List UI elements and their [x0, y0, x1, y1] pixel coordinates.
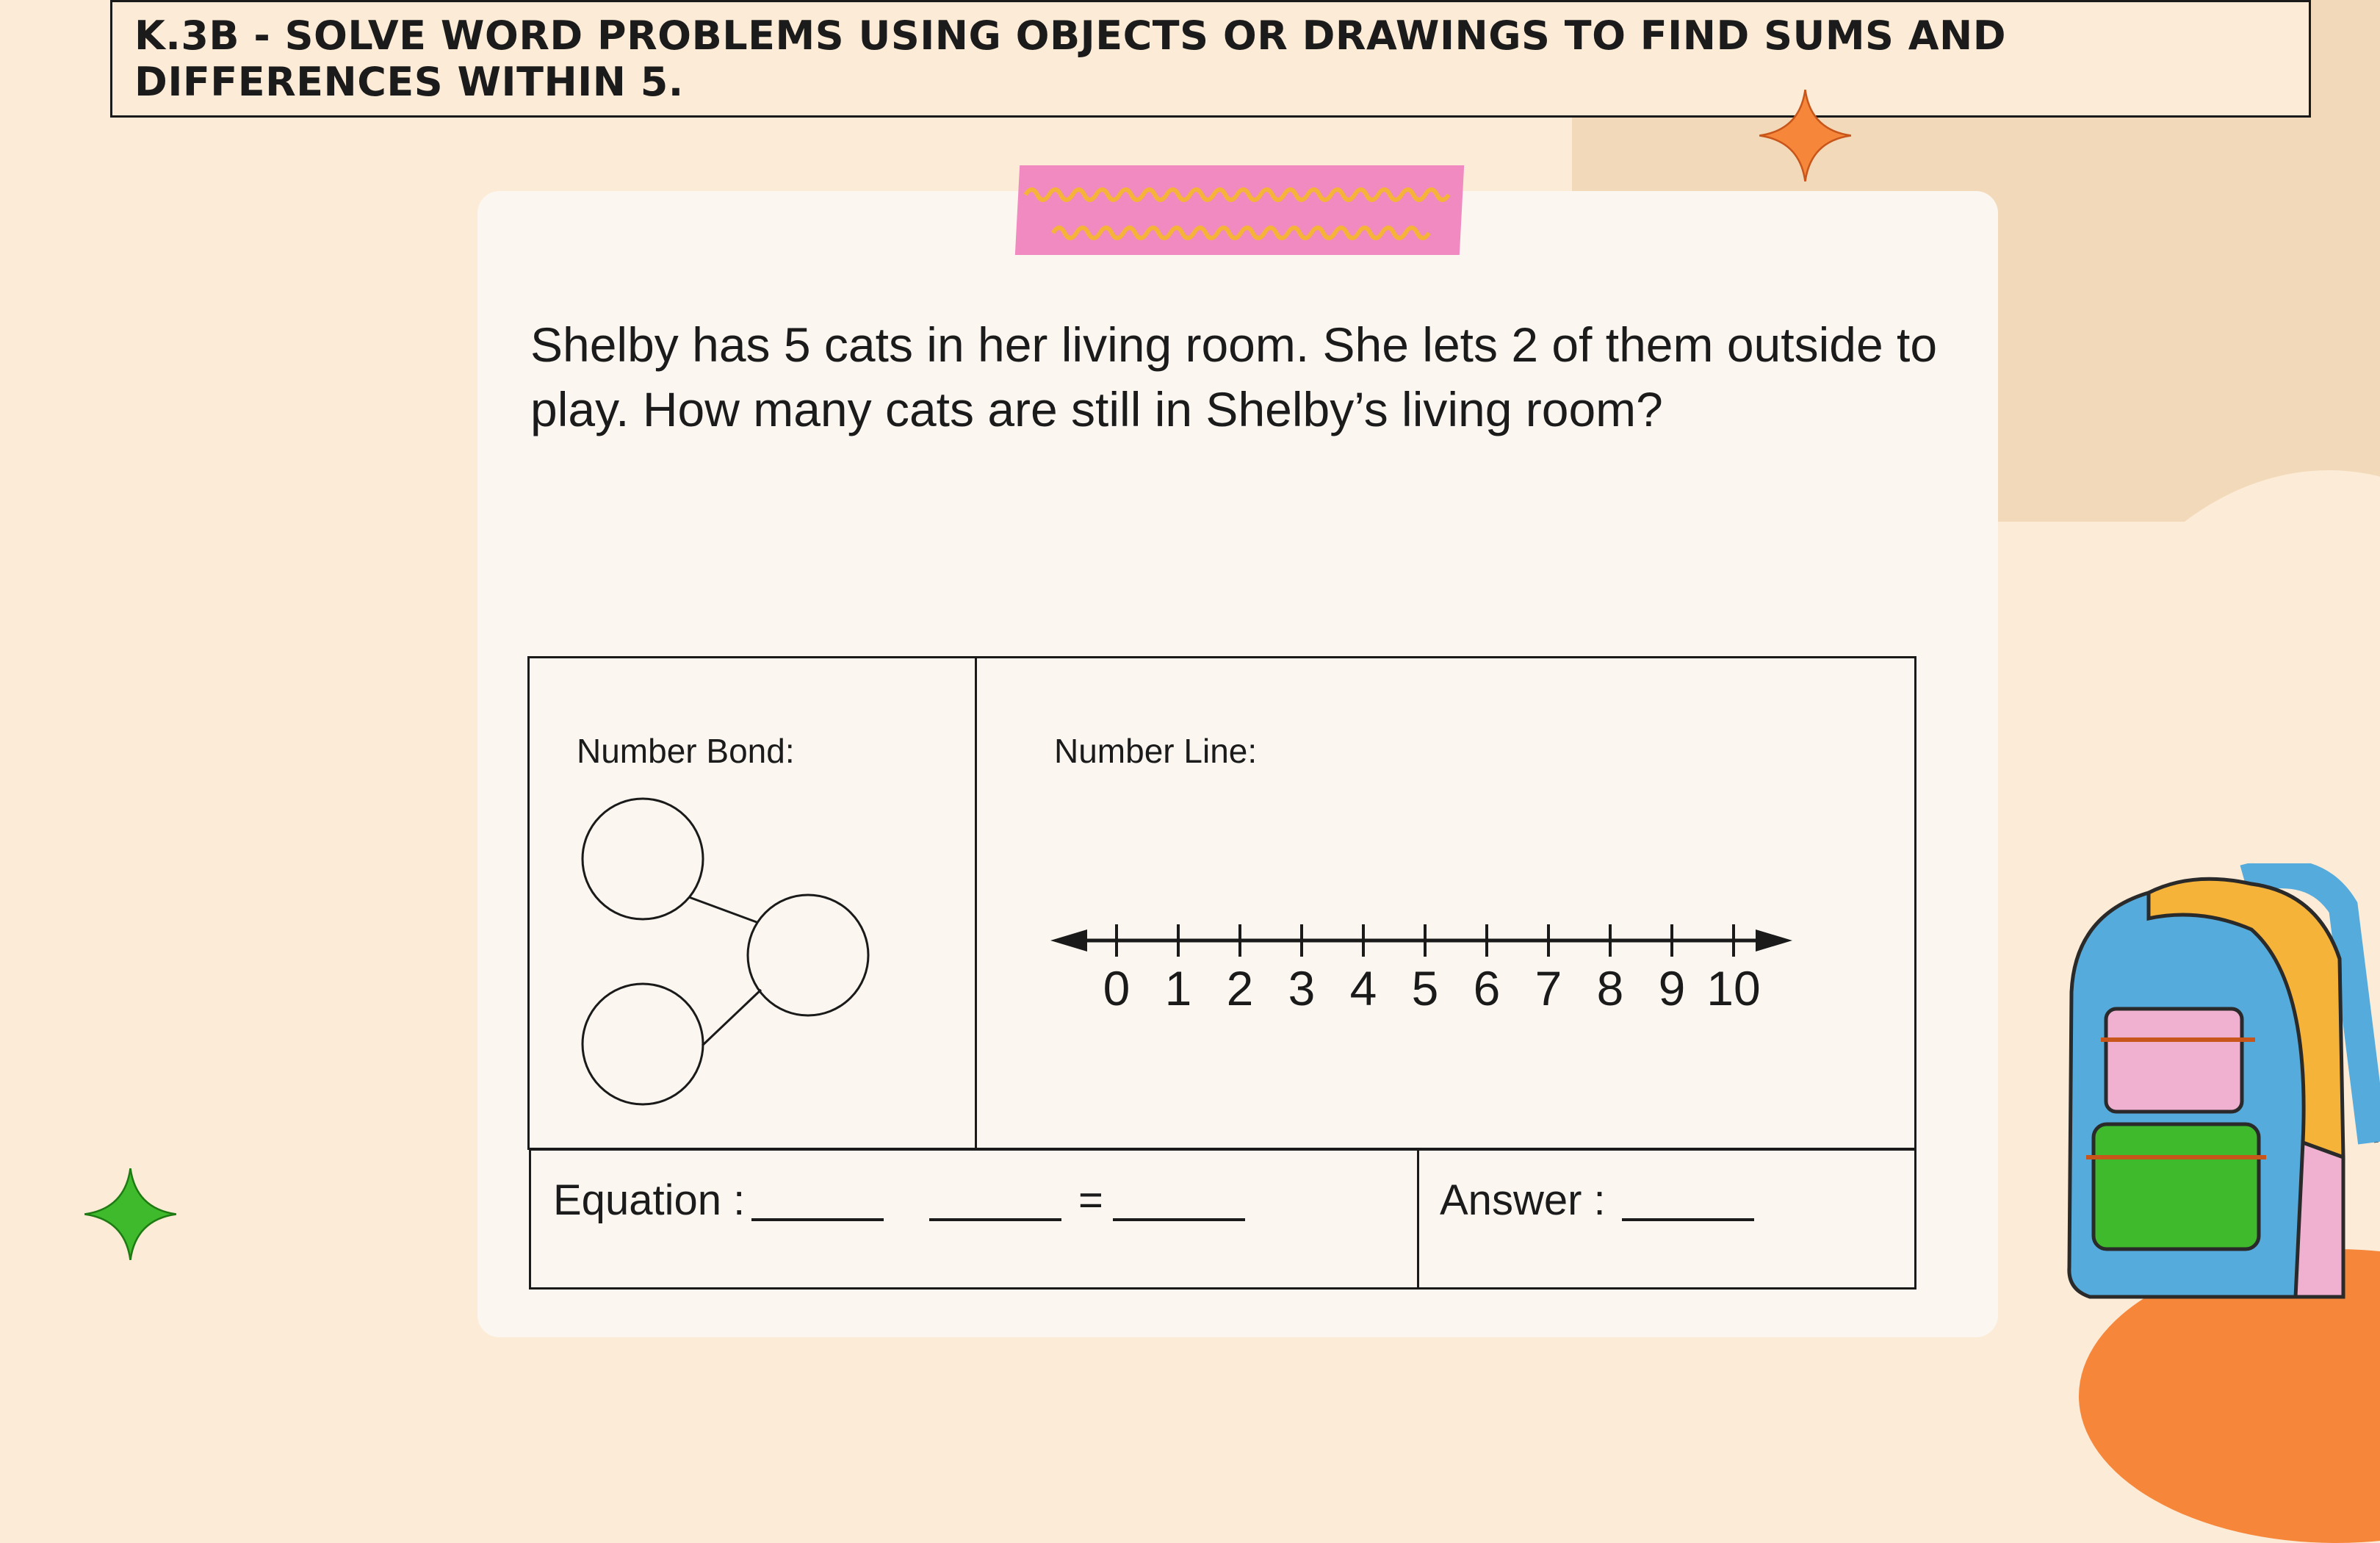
bond-part-circle-bottom	[583, 984, 703, 1104]
number-line-tick-label: 2	[1226, 961, 1254, 1014]
equation-blank-1[interactable]	[751, 1218, 884, 1221]
problem-line-1: Shelby has 5 cats in her living room. She lets 2 of them outside to	[530, 317, 1938, 372]
number-line-tick-label: 8	[1596, 961, 1624, 1014]
problem-line-2: play. How many cats are still in Shelby’s living room?	[530, 382, 1663, 436]
page-title: K.3B - SOLVE WORD PROBLEMS USING OBJECTS OR DRAWINGS TO FIND SUMS AND DIFFERENCES WITHIN 5.	[134, 12, 2007, 105]
arrow-right-icon	[1756, 929, 1792, 952]
number-line-label: Number Line:	[1054, 732, 1258, 770]
number-line-tick-label: 7	[1535, 961, 1562, 1014]
number-line-box	[975, 656, 1916, 1150]
bond-whole-circle	[748, 895, 868, 1015]
number-line-tick-label: 3	[1288, 961, 1316, 1014]
number-line-tick-label: 5	[1411, 961, 1439, 1014]
number-line-tick-label: 9	[1658, 961, 1686, 1014]
bond-part-circle-top	[583, 799, 703, 919]
number-line-tick-label: 4	[1349, 961, 1377, 1014]
number-line-tick-label: 6	[1473, 961, 1501, 1014]
number-line	[1050, 918, 1800, 1014]
answer-label: Answer :	[1440, 1176, 1606, 1224]
bond-connector-bottom	[702, 990, 761, 1046]
number-bond-label: Number Bond:	[577, 732, 795, 770]
arrow-left-icon	[1050, 929, 1087, 952]
number-line-tick-label: 1	[1164, 961, 1192, 1014]
equals-sign: =	[1078, 1176, 1103, 1224]
number-bond-diagram	[573, 790, 881, 1113]
green-star-icon	[84, 1168, 176, 1260]
answer-blank[interactable]	[1622, 1218, 1754, 1221]
bond-connector-top	[689, 897, 757, 922]
number-line-tick-label: 0	[1103, 961, 1130, 1014]
equation-label: Equation :	[553, 1176, 746, 1224]
equation-blank-2[interactable]	[929, 1218, 1061, 1221]
equation-blank-3[interactable]	[1113, 1218, 1245, 1221]
header-box	[110, 0, 2311, 118]
word-problem	[530, 312, 1970, 442]
number-line-tick-label: 10	[1706, 961, 1761, 1014]
backpack-icon	[2060, 863, 2380, 1304]
orange-star-icon	[1759, 90, 1851, 181]
washi-tape-icon	[1015, 165, 1464, 255]
